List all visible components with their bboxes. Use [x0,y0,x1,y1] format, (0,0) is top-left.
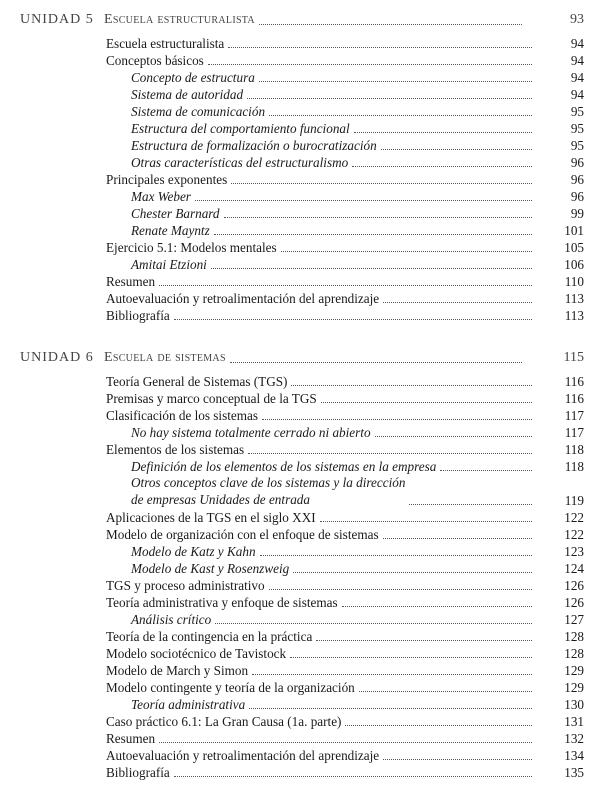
entry-text: Análisis crítico [131,612,212,627]
dot-leader [359,691,532,692]
toc-entry[interactable] [0,306,600,323]
dot-leader [345,725,532,726]
dot-leader [409,504,532,505]
entry-page: 110 [564,274,584,289]
entry-page: 106 [564,257,584,272]
entry-text: Modelo de March y Simon [106,663,249,678]
entry-text: Bibliografía [106,308,170,323]
toc-subentry[interactable] [0,204,600,221]
dot-leader [262,419,532,420]
dot-leader [316,640,532,641]
entry-text: Resumen [106,274,156,289]
entry-page: 118 [564,459,584,474]
toc-entry[interactable] [0,170,600,187]
toc-entry[interactable] [0,34,600,51]
dot-leader [174,776,532,777]
toc-entry[interactable] [0,272,600,289]
toc-entry[interactable] [0,627,600,644]
entry-page: 94 [570,53,584,68]
entry-page: 99 [570,206,584,221]
toc-entry[interactable] [0,746,600,763]
dot-leader [352,166,532,167]
unit-6-section [0,344,600,780]
entry-page: 126 [564,595,584,610]
dot-leader [381,149,532,150]
toc-subentry[interactable] [0,119,600,136]
entry-page: 96 [570,155,584,170]
entry-text-line-2: de empresas Unidades de entrada [131,492,310,507]
dot-leader [249,708,532,709]
toc-subentry[interactable] [0,153,600,170]
dot-leader [159,742,532,743]
dot-leader [195,200,532,201]
entry-text: Concepto de estructura [131,70,255,85]
unit-page-number: 115 [563,350,584,365]
toc-subentry[interactable] [0,68,600,85]
entry-text: Definición de los elementos de los sistemas en la empresa [131,459,437,474]
entry-page: 129 [564,680,584,695]
entry-page: 135 [564,765,584,780]
toc-entry[interactable] [0,508,600,525]
entry-text: Escuela estructuralista [106,36,225,51]
toc-subentry[interactable] [0,695,600,712]
dot-leader [214,234,532,235]
dot-leader [159,285,532,286]
toc-entry[interactable] [0,372,600,389]
entry-text: Autoevaluación y retroalimentación del aprendizaje [106,291,380,306]
entry-page: 95 [570,121,584,136]
entry-page: 128 [564,646,584,661]
toc-entry[interactable] [0,289,600,306]
dot-leader [260,555,532,556]
dot-leader [259,81,532,82]
unit-title: Escuela de sistemas [104,350,226,365]
dot-leader [259,24,522,25]
toc-entry[interactable] [0,389,600,406]
unit-6-entries [0,372,600,780]
entry-page: 134 [564,748,584,763]
entry-page: 122 [564,510,584,525]
dot-leader [228,47,532,48]
dot-leader [174,319,532,320]
entry-page: 105 [564,240,584,255]
toc-subentry[interactable] [0,542,600,559]
entry-text: Max Weber [131,189,191,204]
entry-text: Bibliografía [106,765,170,780]
dot-leader [383,538,532,539]
dot-leader [211,268,532,269]
entry-page: 119 [564,493,584,508]
toc-subentry[interactable] [0,559,600,576]
entry-text: Premisas y marco conceptual de la TGS [106,391,317,406]
toc-subentry[interactable] [0,457,600,474]
entry-text: Renate Mayntz [131,223,210,238]
entry-text: Amitai Etzioni [131,257,207,272]
toc-entry[interactable] [0,644,600,661]
toc-subentry[interactable] [0,85,600,102]
unit-heading [0,344,600,366]
toc-entry[interactable] [0,576,600,593]
toc-entry[interactable] [0,525,600,542]
entry-text: Elementos de los sistemas [106,442,245,457]
entry-page: 117 [564,425,584,440]
unit-heading [0,6,600,28]
entry-text: Principales exponentes [106,172,228,187]
toc-subentry[interactable] [0,102,600,119]
entry-page: 124 [564,561,584,576]
dot-leader [440,470,532,471]
dot-leader [281,251,532,252]
entry-page: 117 [564,408,584,423]
entry-text: Ejercicio 5.1: Modelos mentales [106,240,277,255]
toc-subentry[interactable] [0,423,600,440]
dot-leader [215,623,532,624]
unit-title: Escuela estructuralista [104,12,255,27]
dot-leader [230,362,522,363]
unit-page-number: 93 [570,12,584,27]
toc-entry[interactable] [0,593,600,610]
entry-text: TGS y proceso administrativo [106,578,265,593]
dot-leader [383,302,532,303]
entry-page: 126 [564,578,584,593]
entry-page: 113 [564,308,584,323]
dot-leader [208,64,532,65]
entry-text: Teoría de la contingencia en la práctica [106,629,313,644]
toc-entry[interactable] [0,763,600,780]
unit-5-section [0,6,600,323]
unit-label: UNIDAD 6 [20,350,94,365]
dot-leader [248,453,532,454]
dot-leader [247,98,532,99]
toc-entry[interactable] [0,51,600,68]
entry-text: Chester Barnard [131,206,220,221]
dot-leader [321,402,532,403]
toc-subentry[interactable] [0,474,600,508]
entry-page: 127 [564,612,584,627]
entry-page: 130 [564,697,584,712]
toc-entry[interactable] [0,440,600,457]
entry-page: 95 [570,104,584,119]
toc-subentry[interactable] [0,136,600,153]
dot-leader [291,385,532,386]
entry-text: Resumen [106,731,156,746]
toc-entry[interactable] [0,406,600,423]
entry-page: 101 [564,223,584,238]
entry-page: 116 [564,374,584,389]
entry-text: Estructura de formalización o burocratización [131,138,377,153]
entry-text: Otras características del estructuralismo [131,155,349,170]
dot-leader [293,572,532,573]
entry-text [131,474,405,508]
unit-title-wrap [104,12,528,28]
entry-text: Sistema de autoridad [131,87,244,102]
dot-leader [269,115,532,116]
entry-page: 123 [564,544,584,559]
dot-leader [231,183,532,184]
entry-page: 128 [564,629,584,644]
unit-5-entries [0,34,600,323]
dot-leader [224,217,532,218]
entry-text: No hay sistema totalmente cerrado ni abierto [131,425,371,440]
dot-leader [354,132,532,133]
entry-page: 116 [564,391,584,406]
entry-page: 94 [570,87,584,102]
entry-text: Caso práctico 6.1: La Gran Causa (1a. parte) [106,714,342,729]
toc-entry[interactable] [0,729,600,746]
entry-text: Modelo de organización con el enfoque de sistemas [106,527,379,542]
dot-leader [269,589,532,590]
entry-page: 95 [570,138,584,153]
entry-page: 96 [570,172,584,187]
entry-text: Modelo contingente y teoría de la organización [106,680,355,695]
unit-title-wrap [104,350,528,366]
toc-subentry[interactable] [0,610,600,627]
entry-text: Clasificación de los sistemas [106,408,258,423]
entry-text-line-1: Otros conceptos clave de los sistemas y la dirección [131,475,406,490]
entry-page: 113 [564,291,584,306]
entry-text: Modelo de Katz y Kahn [131,544,256,559]
toc-entry[interactable] [0,712,600,729]
entry-text: Teoría administrativa [131,697,246,712]
entry-page: 129 [564,663,584,678]
toc-subentry[interactable] [0,187,600,204]
entry-text: Conceptos básicos [106,53,204,68]
entry-text: Estructura del comportamiento funcional [131,121,350,136]
dot-leader [342,606,532,607]
dot-leader [252,674,532,675]
dot-leader [320,521,532,522]
entry-text: Teoría administrativa y enfoque de sistemas [106,595,338,610]
entry-text: Sistema de comunicación [131,104,266,119]
dot-leader [375,436,532,437]
dot-leader [290,657,532,658]
dot-leader [383,759,532,760]
entry-text: Modelo de Kast y Rosenzweig [131,561,290,576]
entry-page: 96 [570,189,584,204]
entry-text: Aplicaciones de la TGS en el siglo XXI [106,510,316,525]
entry-page: 118 [564,442,584,457]
toc-entry[interactable] [0,238,600,255]
entry-page: 131 [564,714,584,729]
entry-page: 122 [564,527,584,542]
entry-text: Modelo sociotécnico de Tavistock [106,646,287,661]
entry-text: Autoevaluación y retroalimentación del aprendizaje [106,748,380,763]
toc-subentry[interactable] [0,221,600,238]
entry-page: 132 [564,731,584,746]
unit-label: UNIDAD 5 [20,12,94,27]
entry-text: Teoría General de Sistemas (TGS) [106,374,288,389]
toc-entry[interactable] [0,678,600,695]
entry-page: 94 [570,36,584,51]
toc-subentry[interactable] [0,255,600,272]
toc-entry[interactable] [0,661,600,678]
entry-page: 94 [570,70,584,85]
